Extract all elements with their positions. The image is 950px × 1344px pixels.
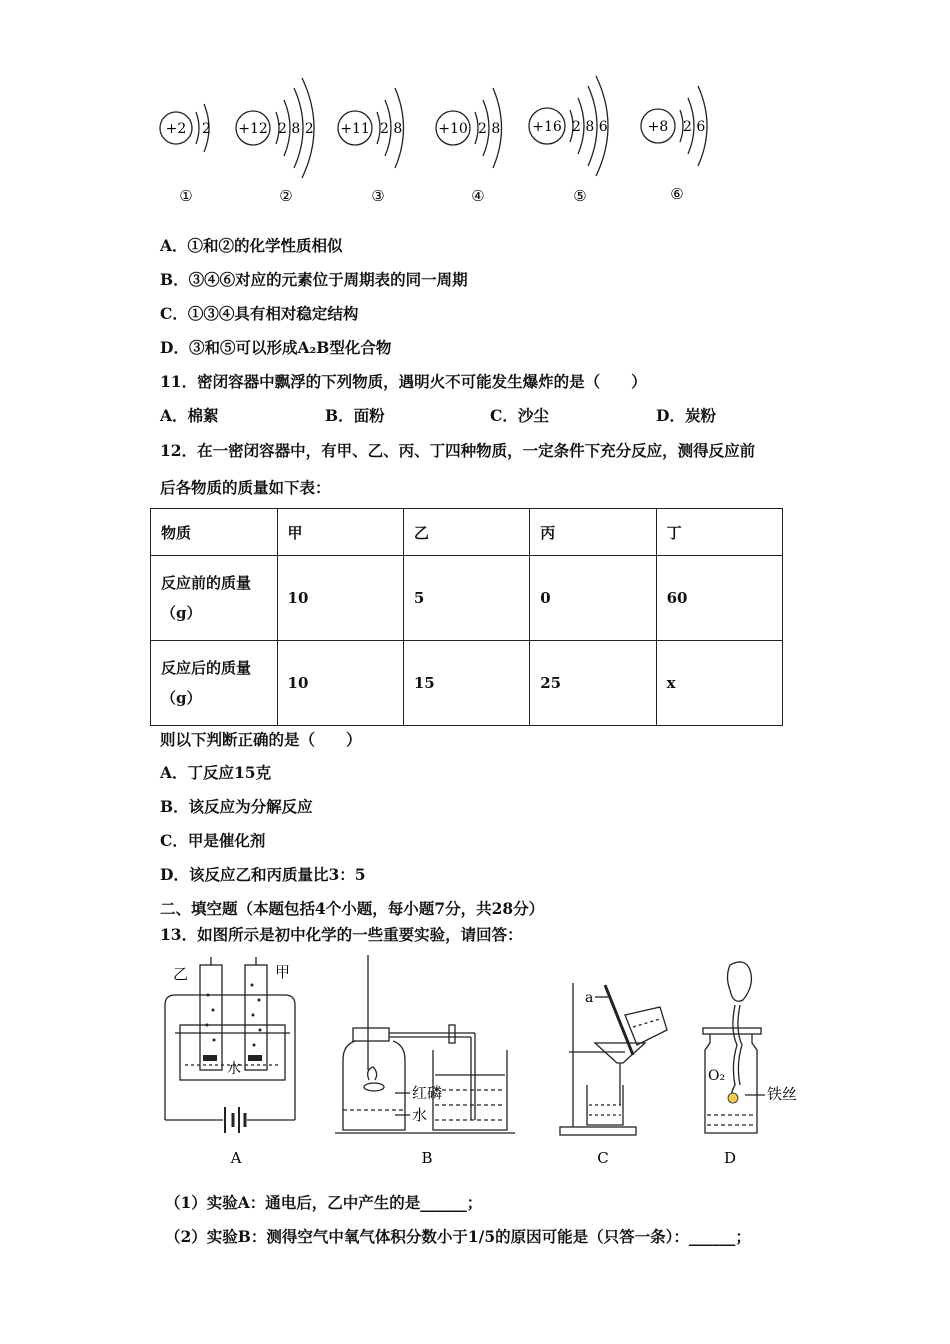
table-row-label	[151, 556, 278, 641]
table-header-cell: 乙	[403, 509, 529, 556]
q12-stem-line1: 12．在一密闭容器中，有甲、乙、丙、丁四种物质，一定条件下充分反应，测得反应前	[160, 441, 756, 460]
figure-a-caption: A	[230, 1149, 242, 1167]
table-cell: 5	[403, 556, 529, 641]
q10-option-a: A．①和②的化学性质相似	[160, 236, 343, 255]
q10-option-c: C．①③④具有相对稳定结构	[160, 304, 359, 323]
table-cell: 0	[530, 556, 656, 641]
q12-question: 则以下判断正确的是（ ）	[160, 730, 362, 749]
atom-3-nucleus: +11	[340, 121, 370, 137]
table-cell: 10	[277, 641, 403, 726]
table-header-row	[151, 509, 783, 556]
table-header-cell: 丙	[530, 509, 656, 556]
row-label-line1: 反应后的质量	[161, 659, 252, 677]
mass-table	[150, 508, 783, 726]
atom-6-label: ⑥	[670, 185, 684, 203]
figure-d-label-wire: 铁丝	[767, 1085, 798, 1103]
q13-stem: 13．如图所示是初中化学的一些重要实验，请回答：	[160, 925, 523, 944]
figure-d-caption: D	[723, 1149, 737, 1167]
q13-sub2: （2）实验B：测得空气中氧气体积分数小于1/5的原因可能是（只答一条）：______；	[165, 1227, 751, 1246]
figure-d-iron-combustion	[703, 962, 765, 1133]
atom-3-label: ③	[371, 187, 385, 205]
table-row-label	[151, 641, 278, 726]
atom-4-label: ④	[471, 187, 485, 205]
table-cell: 60	[656, 556, 782, 641]
q12-option-b: B．该反应为分解反应	[160, 797, 313, 816]
figure-b-caption: B	[421, 1149, 433, 1167]
atom-2-label: ②	[279, 187, 293, 205]
atom-6-nucleus: +8	[647, 119, 669, 135]
atom-4-shells: 2 8	[478, 121, 501, 137]
row-label-line1: 反应前的质量	[161, 574, 252, 592]
q11-option-d: D．炭粉	[656, 406, 716, 425]
atom-4-nucleus: +10	[438, 121, 468, 137]
figure-c-caption: C	[597, 1149, 609, 1167]
figure-d-label-gas: O₂	[708, 1068, 726, 1084]
table-row	[151, 556, 783, 641]
q11-option-a: A．棉絮	[160, 406, 219, 425]
section-heading: 二、填空题（本题包括4个小题，每小题7分，共28分）	[160, 899, 545, 918]
table-row	[151, 641, 783, 726]
atom-3-shells: 2 8	[380, 121, 403, 137]
figure-a-label-right: 甲	[275, 963, 291, 981]
row-label-line2: （g）	[161, 689, 202, 707]
table-header-cell: 物质	[151, 509, 278, 556]
table-cell: 25	[530, 641, 656, 726]
atom-structure-diagrams	[150, 70, 720, 210]
atom-1-nucleus: +2	[165, 121, 187, 137]
q12-option-a: A．丁反应15克	[160, 763, 272, 782]
figure-b-label-phosphorus: 红磷	[412, 1084, 443, 1102]
q12-option-c: C．甲是催化剂	[160, 831, 266, 850]
table-cell: x	[656, 641, 782, 726]
figure-a-label-water: 水	[227, 1061, 241, 1077]
table-cell: 15	[403, 641, 529, 726]
q12-option-d: D．该反应乙和丙质量比3：5	[160, 865, 366, 884]
table-header-cell: 丁	[656, 509, 782, 556]
table-header-cell: 甲	[277, 509, 403, 556]
q10-option-b: B．③④⑥对应的元素位于周期表的同一周期	[160, 270, 468, 289]
atom-1-shells: 2	[202, 121, 211, 137]
atom-2-nucleus: +12	[238, 121, 268, 137]
q13-sub1: （1）实验A：通电后，乙中产生的是______；	[165, 1193, 483, 1212]
q10-option-d: D．③和⑤可以形成A₂B型化合物	[160, 338, 392, 357]
atom-1-label: ①	[179, 187, 193, 205]
flame-icon	[728, 1093, 738, 1103]
figure-a-electrolysis	[165, 957, 295, 1133]
atom-6-shells: 2 6	[683, 119, 706, 135]
q11-option-b: B．面粉	[325, 406, 385, 425]
figure-c-filtration	[560, 983, 667, 1135]
q11-option-c: C．沙尘	[490, 406, 549, 425]
q11-stem: 11．密闭容器中飘浮的下列物质，遇明火不可能发生爆炸的是（ ）	[160, 372, 647, 391]
figure-b-label-water: 水	[412, 1106, 428, 1124]
figure-c-label-rod: a	[585, 990, 594, 1006]
table-cell: 10	[277, 556, 403, 641]
row-label-line2: （g）	[161, 604, 202, 622]
atom-5-label: ⑤	[573, 187, 587, 205]
atom-5-nucleus: +16	[532, 119, 562, 135]
figure-a-label-left: 乙	[173, 965, 189, 983]
q12-stem-line2: 后各物质的质量如下表：	[160, 478, 331, 497]
atom-2-shells: 2 8 2	[278, 121, 314, 137]
experiment-figures	[155, 955, 815, 1170]
atom-5-shells: 2 8 6	[572, 119, 608, 135]
